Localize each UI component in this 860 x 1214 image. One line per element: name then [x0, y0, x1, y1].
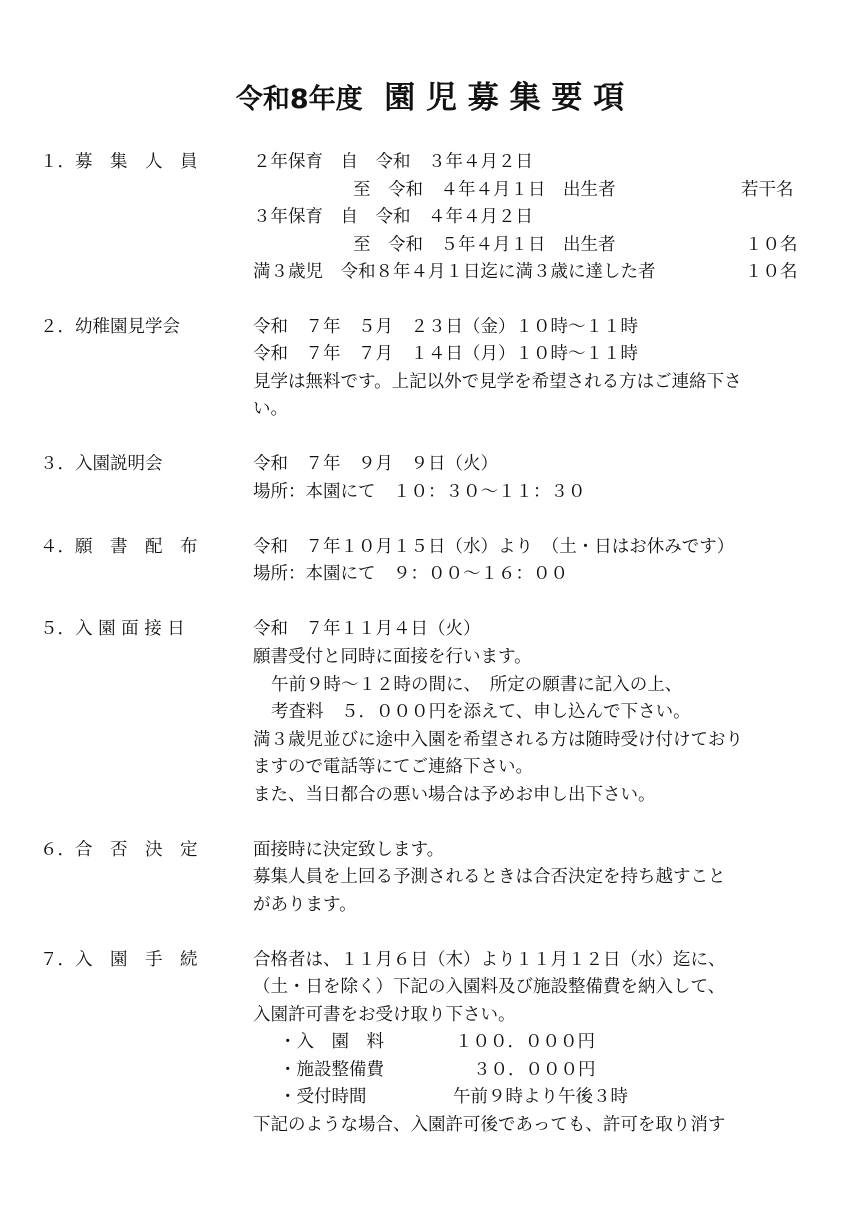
section-2-line-1: 令和 ７年 ５月 ２３日（金）１０時〜１１時	[253, 317, 638, 337]
section-1-line-4: 至 令和 ５年４月１日 出生者	[353, 235, 616, 255]
section-3-line-2: 場所：本園にて １０：３０〜１１：３０	[253, 482, 586, 502]
section-5-line-5: 満３歳児並びに途中入園を希望される方は随時受け付けており	[253, 730, 743, 750]
page-title	[0, 72, 860, 117]
title-year: 令和8年度	[235, 84, 363, 115]
section-6-line-2: 募集人員を上回る予測されるときは合否決定を持ち越すこと	[253, 867, 726, 887]
reception-hours-value: 午前９時より午後３時	[453, 1087, 628, 1107]
section-3-heading: ３．入園説明会	[40, 454, 163, 474]
section-2-line-2: 令和 ７年 ７月 １４日（月）１０時〜１１時	[253, 344, 638, 364]
section-7-line-1: 合格者は、１１月６日（木）より１１月１２日（水）迄に、	[253, 950, 726, 970]
section-2-line-4: い。	[253, 399, 288, 419]
section-7-line-3: 入園許可書をお受け取り下さい。	[253, 1005, 516, 1025]
section-7-heading: ７．入 園 手 続	[40, 950, 198, 970]
section-1-line-1: ２年保育 自 令和 ３年４月２日	[253, 152, 533, 172]
section-2-line-3: 見学は無料です。上記以外で見学を希望される方はご連絡下さ	[253, 372, 742, 392]
section-1-line-2: 至 令和 ４年４月１日 出生者	[353, 180, 616, 200]
section-4-line-1: 令和 ７年１０月１５日（水）より （土・日はお休みです）	[253, 537, 735, 557]
title-main: 園 児 募 集 要 項	[362, 80, 625, 116]
fee-entrance-label: ・入 園 料	[279, 1032, 384, 1052]
section-1-heading: １．募 集 人 員	[40, 152, 198, 172]
section-1-line-5: 満３歳児 令和８年４月１日迄に満３歳に達した者	[253, 262, 656, 282]
section-2-heading: ２．幼稚園見学会	[40, 317, 180, 337]
section-5-line-6: ますので電話等にてご連絡下さい。	[253, 757, 533, 777]
section-6-heading: ６．合 否 決 定	[40, 840, 198, 860]
section-1-line-3: ３年保育 自 令和 ４年４月２日	[253, 207, 533, 227]
section-3-line-1: 令和 ７年 ９月 ９日（火）	[253, 454, 498, 474]
fee-entrance-value: １００．０００円	[455, 1032, 595, 1052]
fee-facility-label: ・施設整備費	[279, 1060, 384, 1080]
section-6-line-3: があります。	[253, 895, 357, 915]
section-4-heading: ４．願 書 配 布	[40, 537, 198, 557]
section-5-line-4: 考査料 ５．０００円を添えて、申し込んで下さい。	[271, 702, 691, 722]
section-1-line-4-count: １０名	[745, 235, 798, 255]
section-5-heading: ５．入 園 面 接 日	[40, 619, 185, 639]
section-7-line-4: 下記のような場合、入園許可後であっても、許可を取り消す	[253, 1115, 726, 1135]
section-1-line-2-count: 若干名	[741, 180, 794, 200]
section-4-line-2: 場所：本園にて ９：００〜１６：００	[253, 564, 568, 584]
section-7-line-2: （土・日を除く）下記の入園料及び施設整備費を納入して、	[253, 977, 726, 997]
section-5-line-3: 午前９時〜１２時の間に、 所定の願書に記入の上、	[271, 675, 683, 695]
reception-hours-label: ・受付時間	[279, 1087, 367, 1107]
section-5-line-1: 令和 ７年１１月４日（火）	[253, 619, 481, 639]
section-5-line-7: また、当日都合の悪い場合は予めお申し出下さい。	[253, 785, 656, 805]
section-6-line-1: 面接時に決定致します。	[253, 840, 445, 860]
fee-facility-value: ３０．０００円	[473, 1060, 596, 1080]
section-5-line-2: 願書受付と同時に面接を行います。	[253, 647, 532, 667]
section-1-line-5-count: １０名	[745, 262, 798, 282]
